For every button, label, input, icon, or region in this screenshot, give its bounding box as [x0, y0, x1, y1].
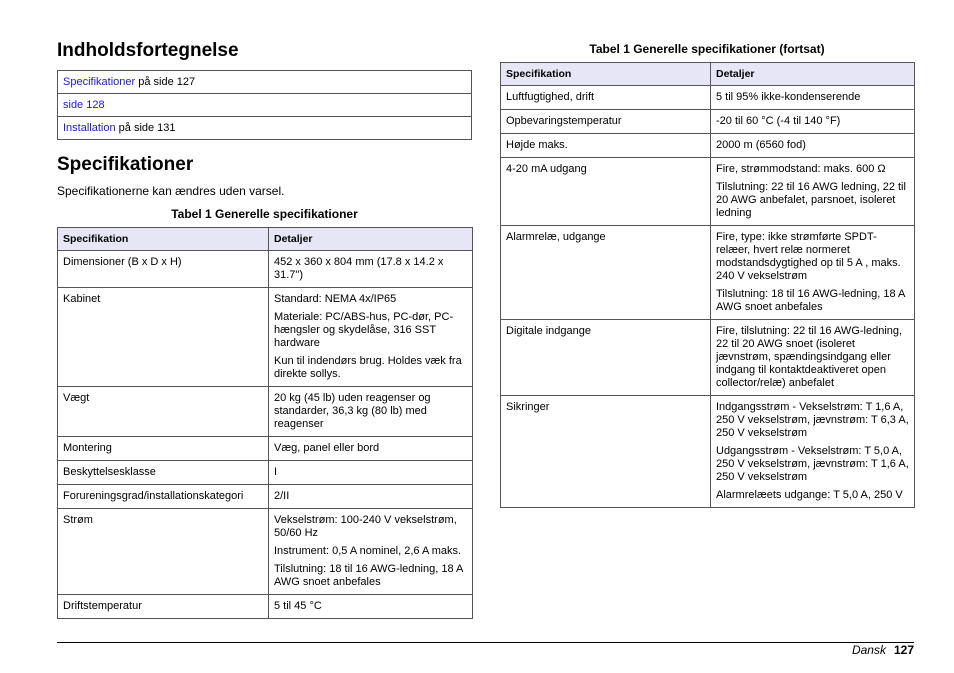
spec-details-cell	[269, 288, 473, 387]
detail-line: Instrument: 0,5 A nominel, 2,6 A maks.	[274, 545, 462, 557]
spec-details-cell	[269, 387, 473, 437]
column-header-details: Detaljer	[711, 63, 915, 86]
spec-details-cell	[711, 86, 915, 110]
table-row	[501, 110, 915, 134]
spec-details-cell	[711, 158, 915, 226]
spec-table-body	[58, 251, 473, 619]
table-caption: Tabel 1 Generelle specifikationer	[171, 207, 358, 221]
spec-name-cell: Vægt	[58, 387, 269, 437]
toc-link-installation[interactable]: Installation	[63, 122, 116, 134]
table-row	[501, 226, 915, 320]
table-row	[58, 509, 473, 595]
detail-line: 5 til 95% ikke-kondenserende	[716, 91, 861, 103]
toc-link-specifikationer[interactable]: Specifikationer	[63, 76, 136, 88]
spec-name-cell: Beskyttelsesklasse	[58, 461, 269, 485]
table-row	[501, 320, 915, 396]
table-row	[501, 396, 915, 508]
detail-line: 20 kg (45 lb) uden reagenser og standarder, 36,3 kg (80 lb) med reagenser	[274, 392, 431, 430]
spec-name-cell: Montering	[58, 437, 269, 461]
spec-name-cell: Dimensioner (B x D x H)	[58, 251, 269, 288]
detail-line: Materiale: PC/ABS-hus, PC-dør, PC-hængsler og skydelåse, 316 SST hardware	[274, 311, 454, 349]
table-header-row	[501, 63, 915, 86]
toc-row	[58, 71, 472, 94]
table-row	[58, 595, 473, 619]
column-header-details: Detaljer	[269, 228, 473, 251]
spec-name-cell: Strøm	[58, 509, 269, 595]
detail-line: 5 til 45 °C	[274, 600, 322, 612]
spec-name-cell: Driftstemperatur	[58, 595, 269, 619]
table-row	[58, 288, 473, 387]
toc-link-side-128[interactable]: side 128	[63, 99, 105, 111]
detail-line: Tilslutning: 18 til 16 AWG-ledning, 18 A AWG snoet anbefales	[716, 288, 905, 313]
toc-table	[57, 70, 472, 140]
toc-row	[58, 117, 472, 140]
spec-details-cell	[711, 226, 915, 320]
detail-line: Tilslutning: 18 til 16 AWG-ledning, 18 A AWG snoet anbefales	[274, 563, 463, 588]
table-row	[58, 251, 473, 288]
section-title: Specifikationer	[57, 154, 194, 175]
table-header-row	[58, 228, 473, 251]
table-row	[58, 485, 473, 509]
toc-title: Indholdsfortegnelse	[57, 40, 239, 61]
detail-line: Indgangsstrøm - Vekselstrøm: T 1,6 A, 250 V vekselstrøm, jævnstrøm: T 6,3 A, 250 V vekselstrøm	[716, 401, 909, 439]
detail-line: Udgangsstrøm - Vekselstrøm: T 5,0 A, 250 V vekselstrøm, jævnstrøm: T 1,6 A, 250 V vekselstrøm	[716, 445, 909, 483]
page-number: 127	[893, 643, 914, 657]
footer-rule	[57, 642, 914, 643]
spec-details-cell	[269, 485, 473, 509]
intro-text: Specifikationerne kan ændres uden varsel.	[57, 184, 285, 198]
table-row	[58, 437, 473, 461]
spec-name-cell: Forureningsgrad/installationskategori	[58, 485, 269, 509]
detail-line: Fire, tilslutning: 22 til 16 AWG-ledning, 22 til 20 AWG snoet (isoleret jævnstrøm, spændingsindgang eller indgang til kontaktdeaktiveret open collector/relæ) anbefalet	[716, 325, 903, 389]
spec-name-cell: Digitale indgange	[501, 320, 711, 396]
detail-line: 2/II	[274, 490, 290, 502]
table-row	[58, 387, 473, 437]
detail-line: 2000 m (6560 fod)	[716, 139, 806, 151]
table-caption-continued: Tabel 1 Generelle specifikationer (fortsat)	[589, 42, 825, 56]
spec-name-cell: Luftfugtighed, drift	[501, 86, 711, 110]
spec-details-cell	[711, 134, 915, 158]
spec-name-cell: Opbevaringstemperatur	[501, 110, 711, 134]
table-row	[58, 461, 473, 485]
detail-line: 452 x 360 x 804 mm (17.8 x 14.2 x 31.7")	[274, 256, 444, 281]
detail-line: Fire, type: ikke strømførte SPDT-relæer, hvert relæ normeret modstandsdygtighed op til 5 A , maks. 240 V vekselstrøm	[716, 231, 901, 282]
detail-line: Væg, panel eller bord	[274, 442, 380, 454]
detail-line: Kun til indendørs brug. Holdes væk fra direkte sollys.	[274, 355, 462, 380]
detail-line: Vekselstrøm: 100-240 V vekselstrøm, 50/60 Hz	[274, 514, 457, 539]
spec-details-cell	[269, 595, 473, 619]
spec-table-continued	[500, 62, 915, 508]
detail-line: Standard: NEMA 4x/IP65	[274, 293, 397, 305]
spec-table	[57, 227, 473, 619]
toc-row-text: på side 131	[115, 122, 176, 134]
spec-details-cell	[711, 396, 915, 508]
detail-line: Tilslutning: 22 til 16 AWG ledning, 22 til 20 AWG anbefalet, parsnoet, isoleret ledning	[716, 181, 906, 219]
detail-line: Alarmrelæets udgange: T 5,0 A, 250 V	[716, 489, 903, 501]
spec-details-cell	[711, 320, 915, 396]
detail-line: Fire, strømmodstand: maks. 600 Ω	[716, 163, 886, 175]
spec-details-cell	[269, 509, 473, 595]
table-row	[501, 158, 915, 226]
spec-name-cell: 4-20 mA udgang	[501, 158, 711, 226]
column-header-specification: Specifikation	[501, 63, 711, 86]
toc-row	[58, 94, 472, 117]
spec-name-cell: Højde maks.	[501, 134, 711, 158]
column-header-specification: Specifikation	[58, 228, 269, 251]
spec-details-cell	[269, 461, 473, 485]
page-footer	[852, 643, 914, 657]
toc-row-text: på side 127	[135, 76, 196, 88]
spec-details-cell	[269, 251, 473, 288]
spec-table-body	[501, 86, 915, 508]
spec-name-cell: Alarmrelæ, udgange	[501, 226, 711, 320]
spec-name-cell: Sikringer	[501, 396, 711, 508]
footer-language: Dansk	[851, 643, 886, 657]
table-row	[501, 86, 915, 110]
spec-details-cell	[711, 110, 915, 134]
detail-line: -20 til 60 °C (-4 til 140 °F)	[716, 115, 841, 127]
spec-name-cell: Kabinet	[58, 288, 269, 387]
detail-line: I	[274, 466, 278, 478]
spec-details-cell	[269, 437, 473, 461]
table-row	[501, 134, 915, 158]
